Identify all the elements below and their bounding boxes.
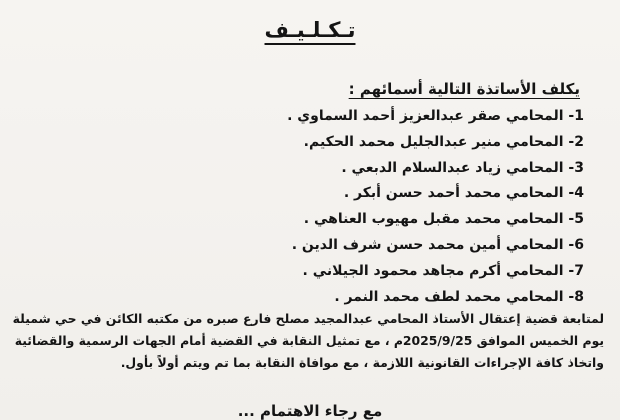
lawyer-list	[164, 104, 584, 310]
document-title-text: تـكـلـيـف	[264, 18, 356, 42]
closing-line: مع رجاء الاهتمام ...	[237, 402, 383, 420]
list-item: 7- المحامي أكرم مجاهد محمود الجيلاني .	[302, 262, 584, 279]
paragraph-line: يوم الخميس الموافق 2025/9/25م ، مع تمثيل النقابة في القضية أمام الجهات الرسمية والقضائية	[14, 333, 604, 348]
document-title	[0, 18, 620, 42]
list-item: 1- المحامي صقر عبدالعزيز أحمد السماوي .	[287, 108, 584, 124]
list-item: 3- المحامي زياد عبدالسلام الدبعي .	[341, 159, 584, 176]
intro-line: يكلف الأساتذة التالية أسمائهم :	[348, 80, 580, 98]
list-item: 2- المحامي منير عبدالجليل محمد الحكيم.	[303, 133, 584, 150]
list-item: 4- المحامي محمد أحمد حسن أبكر .	[343, 185, 584, 202]
list-item: 5- المحامي محمد مقبل مهيوب العناهي .	[303, 211, 584, 228]
list-item: 8- المحامي محمد لطف محمد النمر .	[334, 288, 584, 305]
list-item: 6- المحامي أمين محمد حسن شرف الدين .	[291, 236, 584, 253]
paragraph-line: واتخاذ كافة الإجراءات القانونية اللازمة ، مع موافاة النقابة بما تم ويتم أولاً بأول.	[120, 355, 604, 370]
assignment-paragraph	[14, 308, 604, 374]
paragraph-line: لمتابعة قضية إعتقال الأستاذ المحامي عبدالمجيد مصلح فارع صبره من مكتبه الكائن في حي شميلة	[12, 311, 604, 326]
